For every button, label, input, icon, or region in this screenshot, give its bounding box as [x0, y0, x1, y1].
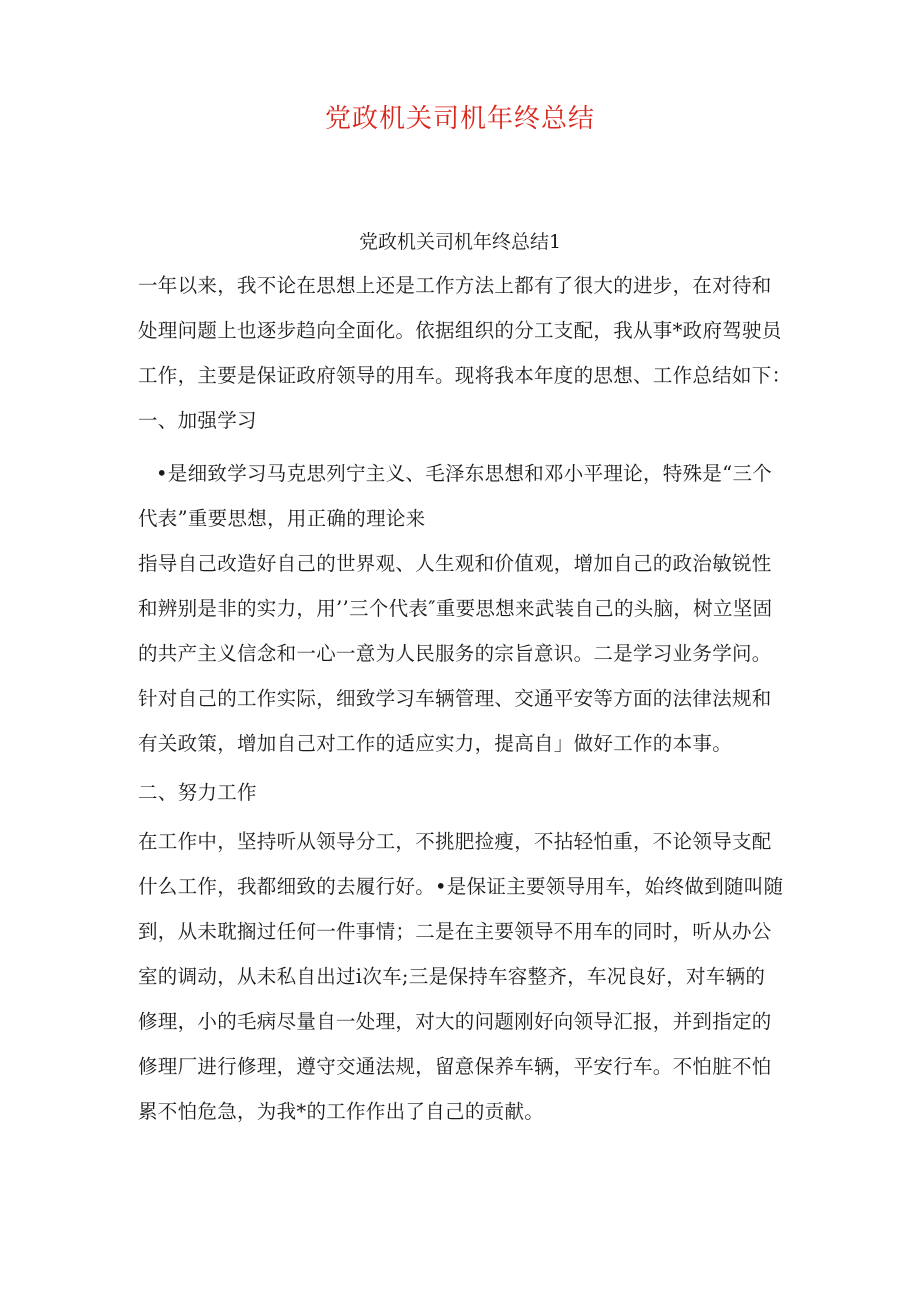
section-heading-study: 一、加强学习 — [138, 409, 257, 432]
paragraph-line: 一年以来，我不论在思想上还是工作方法上都有了很大的进步，在对待和 — [138, 274, 772, 297]
paragraph-line: 处理问题上也逐步趋向全面化。依据组织的分工支配，我从事*政府驾驶员 — [138, 319, 782, 342]
document-body — [138, 263, 798, 1134]
paragraph-line: 针对自己的工作实际，细致学习车辆管理、交通平安等方面的法律法规和 — [138, 687, 772, 710]
paragraph-line: 修理厂进行修理，遵守交通法规，留意保养车辆，平安行车。不怕脏不怕 — [138, 1055, 772, 1078]
spacer — [138, 443, 798, 451]
document-subtitle: 党政机关司机年终总结1 — [358, 231, 562, 253]
document-title: 党政机关司机年终总结 — [324, 104, 595, 134]
paragraph-line: 有关政策，增加自己对工作的适应实力，提高自」做好工作的本事。 — [138, 732, 733, 755]
paragraph-line: 累不怕危急，为我*的工作作出了自己的贡献。 — [138, 1100, 545, 1123]
paragraph-line: •是细致学习马克思列宁主义、毛泽东思想和邓小平理论，特殊是“三个 — [156, 462, 773, 485]
paragraph-line: 的共产主义信念和一心一意为人民服务的宗旨意识。二是学习业务学问。 — [138, 642, 772, 665]
paragraph-line: 指导自己改造好自己的世界观、人生观和价值观，增加自己的政治敏锐性 — [138, 552, 772, 575]
paragraph-line: 和辨别是非的实力，用’’三个代表″重要思想来武装自己的头脑，树立坚固 — [138, 597, 773, 620]
paragraph-line: 到，从未耽搁过任何一件事情；二是在主要领导不用车的同时，听从办公 — [138, 920, 772, 943]
section-heading-work: 二、努力工作 — [138, 781, 257, 804]
paragraph-line: 在工作中，坚持听从领导分工，不挑肥捡瘦，不拈轻怕重，不论领导支配 — [138, 830, 772, 853]
paragraph-line: 修理，小的毛病尽量自一处理，对大的问题刚好向领导汇报，并到指定的 — [138, 1010, 772, 1033]
paragraph-line: 室的调动，从未私自出过i次车;三是保持车容整齐，车况良好，对车辆的 — [138, 965, 766, 988]
paragraph-line: 工作，主要是保证政府领导的用车。现将我本年度的思想、工作总结如下： — [138, 364, 792, 387]
paragraph-line: 什么工作，我都细致的去履行好。•是保证主要领导用车，始终做到随叫随 — [138, 875, 784, 898]
paragraph-line: 代表”重要思想，用正确的理论来 — [138, 507, 426, 530]
